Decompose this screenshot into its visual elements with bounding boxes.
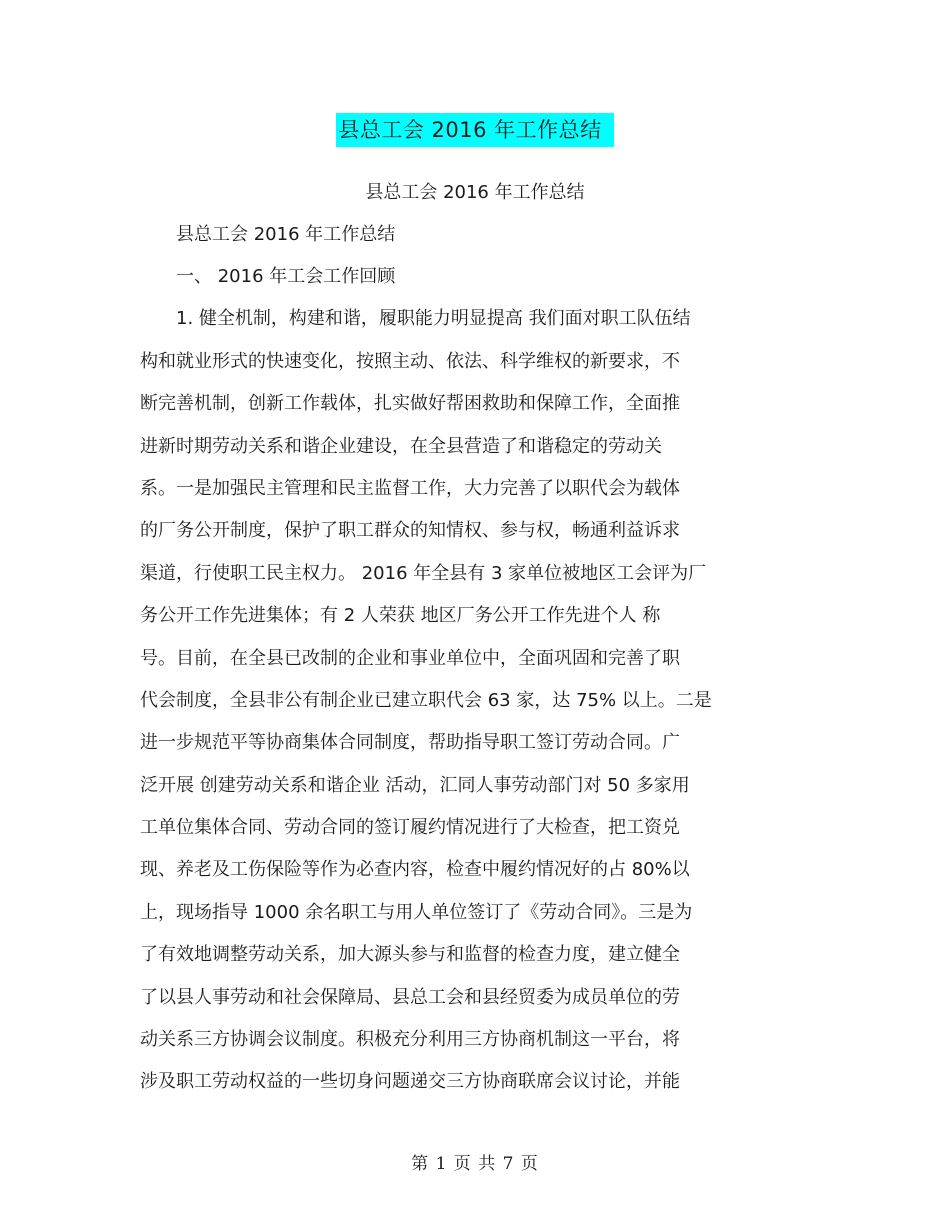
body-line: 1. 健全机制，构建和谐，履职能力明显提高 我们面对职工队伍结 [140, 308, 691, 329]
body-line: 县总工会 2016 年工作总结 [140, 224, 396, 245]
body-line: 进新时期劳动关系和谐企业建设，在全县营造了和谐稳定的劳动关 [140, 436, 662, 457]
body-line: 代会制度，全县非公有制企业已建立职代会 63 家，达 75% 以上。二是 [140, 690, 712, 711]
body-line: 渠道，行使职工民主权力。 2016 年全县有 3 家单位被地区工会评为厂 [140, 563, 707, 584]
body-line: 系。一是加强民主管理和民主监督工作，大力完善了以职代会为载体 [140, 478, 680, 499]
page-footer: 第 1 页 共 7 页 [411, 1154, 539, 1174]
body-line: 动关系三方协调会议制度。积极充分利用三方协商机制这一平台，将 [140, 1029, 680, 1050]
body-line: 进一步规范平等协商集体合同制度，帮助指导职工签订劳动合同。广 [140, 732, 680, 753]
body-line: 构和就业形式的快速变化，按照主动、依法、科学维权的新要求，不 [140, 351, 680, 372]
body-line: 断完善机制，创新工作载体，扎实做好帮困救助和保障工作，全面推 [140, 393, 680, 414]
body-line: 工单位集体合同、劳动合同的签订履约情况进行了大检查，把工资兑 [140, 817, 680, 838]
body-line: 现、养老及工伤保险等作为必查内容，检查中履约情况好的占 80%以 [140, 859, 690, 880]
body-line: 涉及职工劳动权益的一些切身问题递交三方协商联席会议讨论，并能 [140, 1071, 680, 1092]
document-title [0, 113, 950, 147]
body-line: 的厂务公开制度，保护了职工群众的知情权、参与权，畅通利益诉求 [140, 520, 680, 541]
document-subtitle: 县总工会 2016 年工作总结 [365, 182, 585, 203]
body-line: 泛开展 创建劳动关系和谐企业 活动，汇同人事劳动部门对 50 多家用 [140, 775, 690, 796]
body-line: 务公开工作先进集体；有 2 人荣获 地区厂务公开工作先进个人 称 [140, 605, 661, 626]
body-line: 号。目前，在全县已改制的企业和事业单位中，全面巩固和完善了职 [140, 648, 680, 669]
document-title-text: 县总工会 2016 年工作总结 [336, 113, 613, 147]
body-line: 上，现场指导 1000 余名职工与用人单位签订了《劳动合同》。三是为 [140, 902, 693, 923]
body-line: 了有效地调整劳动关系，加大源头参与和监督的检查力度，建立健全 [140, 944, 680, 965]
body-line: 一、 2016 年工会工作回顾 [140, 266, 396, 287]
body-line: 了以县人事劳动和社会保障局、县总工会和县经贸委为成员单位的劳 [140, 987, 680, 1008]
